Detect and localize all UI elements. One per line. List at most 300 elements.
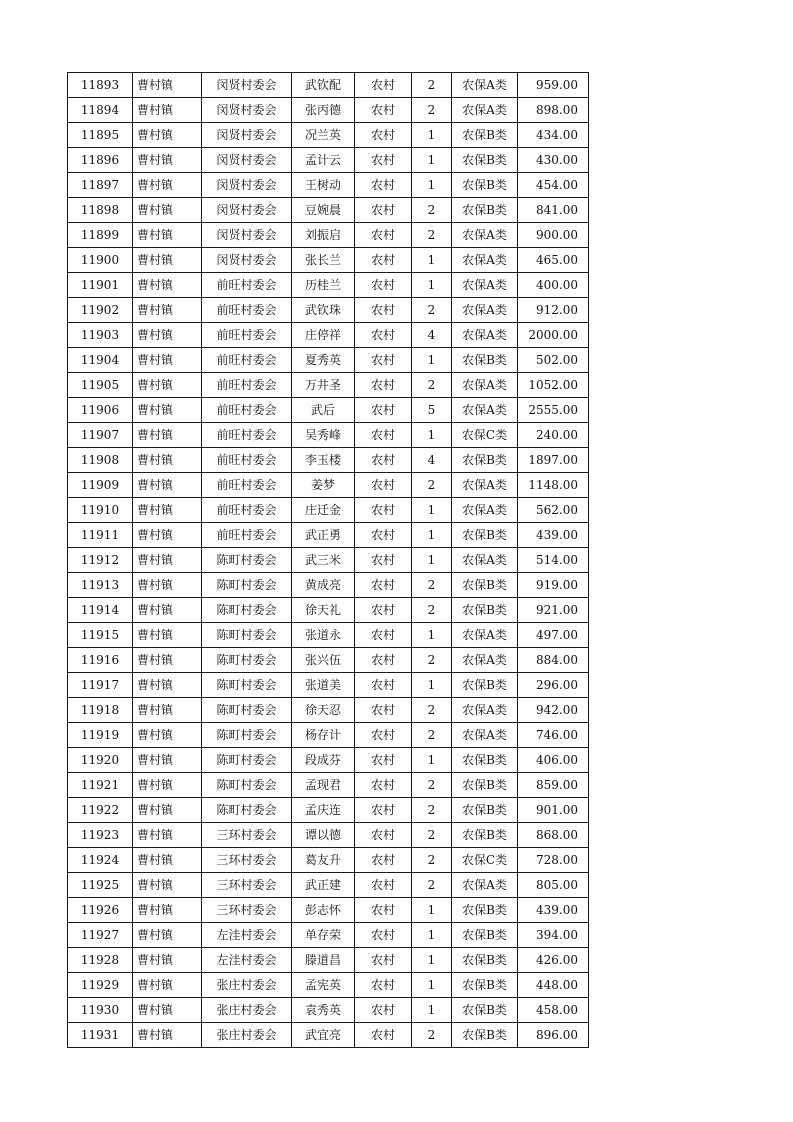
amount-cell: 562.00: [518, 498, 589, 523]
insurance-category-cell: 农保B类: [452, 348, 518, 373]
insurance-category-cell: 农保C类: [452, 848, 518, 873]
member-count-cell: 2: [412, 848, 452, 873]
town-cell: 曹村镇: [133, 198, 202, 223]
member-count-cell: 1: [412, 423, 452, 448]
household-type-cell: 农村: [355, 623, 412, 648]
member-count-cell: 2: [412, 598, 452, 623]
table-row: [68, 723, 589, 748]
person-name-cell: 徐天忍: [292, 698, 355, 723]
village-committee-cell: 三环村委会: [202, 898, 292, 923]
household-type-cell: 农村: [355, 198, 412, 223]
record-id-cell: 11911: [68, 523, 133, 548]
member-count-cell: 1: [412, 623, 452, 648]
member-count-cell: 1: [412, 948, 452, 973]
record-id-cell: 11909: [68, 473, 133, 498]
table-row: [68, 823, 589, 848]
amount-cell: 439.00: [518, 898, 589, 923]
record-id-cell: 11896: [68, 148, 133, 173]
village-committee-cell: 陈町村委会: [202, 623, 292, 648]
person-name-cell: 张道永: [292, 623, 355, 648]
insurance-category-cell: 农保B类: [452, 198, 518, 223]
insurance-category-cell: 农保A类: [452, 273, 518, 298]
village-committee-cell: 闵贤村委会: [202, 73, 292, 98]
amount-cell: 458.00: [518, 998, 589, 1023]
record-id-cell: 11915: [68, 623, 133, 648]
table-row: [68, 348, 589, 373]
amount-cell: 240.00: [518, 423, 589, 448]
insurance-category-cell: 农保B类: [452, 998, 518, 1023]
household-type-cell: 农村: [355, 173, 412, 198]
village-committee-cell: 前旺村委会: [202, 498, 292, 523]
record-id-cell: 11903: [68, 323, 133, 348]
table-row: [68, 173, 589, 198]
member-count-cell: 2: [412, 698, 452, 723]
record-id-cell: 11928: [68, 948, 133, 973]
table-row: [68, 773, 589, 798]
household-type-cell: 农村: [355, 323, 412, 348]
record-id-cell: 11900: [68, 248, 133, 273]
amount-cell: 1897.00: [518, 448, 589, 473]
table-row: [68, 273, 589, 298]
household-type-cell: 农村: [355, 898, 412, 923]
person-name-cell: 袁秀英: [292, 998, 355, 1023]
member-count-cell: 2: [412, 473, 452, 498]
member-count-cell: 2: [412, 223, 452, 248]
record-id-cell: 11907: [68, 423, 133, 448]
person-name-cell: 彭志怀: [292, 898, 355, 923]
amount-cell: 394.00: [518, 923, 589, 948]
member-count-cell: 2: [412, 773, 452, 798]
village-committee-cell: 三环村委会: [202, 873, 292, 898]
table-row: [68, 198, 589, 223]
table-row: [68, 948, 589, 973]
town-cell: 曹村镇: [133, 348, 202, 373]
town-cell: 曹村镇: [133, 273, 202, 298]
amount-cell: 502.00: [518, 348, 589, 373]
record-id-cell: 11902: [68, 298, 133, 323]
village-committee-cell: 左洼村委会: [202, 948, 292, 973]
insurance-category-cell: 农保B类: [452, 823, 518, 848]
insurance-category-cell: 农保B类: [452, 598, 518, 623]
household-type-cell: 农村: [355, 348, 412, 373]
member-count-cell: 2: [412, 648, 452, 673]
person-name-cell: 武钦珠: [292, 298, 355, 323]
household-type-cell: 农村: [355, 123, 412, 148]
amount-cell: 901.00: [518, 798, 589, 823]
table-row: [68, 523, 589, 548]
table-row: [68, 223, 589, 248]
record-id-cell: 11897: [68, 173, 133, 198]
person-name-cell: 武宜亮: [292, 1023, 355, 1048]
town-cell: 曹村镇: [133, 73, 202, 98]
amount-cell: 884.00: [518, 648, 589, 673]
amount-cell: 497.00: [518, 623, 589, 648]
table-row: [68, 323, 589, 348]
person-name-cell: 张道美: [292, 673, 355, 698]
table-row: [68, 998, 589, 1023]
amount-cell: 841.00: [518, 198, 589, 223]
table-row: [68, 548, 589, 573]
town-cell: 曹村镇: [133, 123, 202, 148]
village-committee-cell: 陈町村委会: [202, 748, 292, 773]
village-committee-cell: 前旺村委会: [202, 298, 292, 323]
household-type-cell: 农村: [355, 948, 412, 973]
town-cell: 曹村镇: [133, 173, 202, 198]
person-name-cell: 杨存计: [292, 723, 355, 748]
person-name-cell: 李玉楼: [292, 448, 355, 473]
person-name-cell: 段成芬: [292, 748, 355, 773]
household-type-cell: 农村: [355, 548, 412, 573]
record-id-cell: 11895: [68, 123, 133, 148]
amount-cell: 1052.00: [518, 373, 589, 398]
household-type-cell: 农村: [355, 798, 412, 823]
village-committee-cell: 陈町村委会: [202, 773, 292, 798]
household-type-cell: 农村: [355, 273, 412, 298]
member-count-cell: 1: [412, 748, 452, 773]
insurance-category-cell: 农保B类: [452, 798, 518, 823]
household-type-cell: 农村: [355, 498, 412, 523]
amount-cell: 942.00: [518, 698, 589, 723]
member-count-cell: 1: [412, 523, 452, 548]
household-type-cell: 农村: [355, 373, 412, 398]
person-name-cell: 单存荣: [292, 923, 355, 948]
member-count-cell: 1: [412, 348, 452, 373]
insurance-category-cell: 农保A类: [452, 723, 518, 748]
person-name-cell: 吴秀峰: [292, 423, 355, 448]
table-row: [68, 373, 589, 398]
person-name-cell: 庄停祥: [292, 323, 355, 348]
amount-cell: 959.00: [518, 73, 589, 98]
amount-cell: 448.00: [518, 973, 589, 998]
member-count-cell: 4: [412, 323, 452, 348]
table-row: [68, 423, 589, 448]
person-name-cell: 孟庆连: [292, 798, 355, 823]
table-row: [68, 623, 589, 648]
person-name-cell: 夏秀英: [292, 348, 355, 373]
member-count-cell: 1: [412, 898, 452, 923]
insurance-category-cell: 农保B类: [452, 148, 518, 173]
person-name-cell: 万井圣: [292, 373, 355, 398]
insurance-category-cell: 农保A类: [452, 298, 518, 323]
town-cell: 曹村镇: [133, 523, 202, 548]
insurance-category-cell: 农保B类: [452, 523, 518, 548]
member-count-cell: 1: [412, 498, 452, 523]
household-type-cell: 农村: [355, 648, 412, 673]
village-committee-cell: 闵贤村委会: [202, 173, 292, 198]
amount-cell: 434.00: [518, 123, 589, 148]
record-id-cell: 11917: [68, 673, 133, 698]
table-row: [68, 123, 589, 148]
town-cell: 曹村镇: [133, 948, 202, 973]
insurance-category-cell: 农保A类: [452, 623, 518, 648]
table-row: [68, 573, 589, 598]
member-count-cell: 1: [412, 148, 452, 173]
household-type-cell: 农村: [355, 748, 412, 773]
person-name-cell: 滕道昌: [292, 948, 355, 973]
member-count-cell: 2: [412, 98, 452, 123]
record-id-cell: 11913: [68, 573, 133, 598]
record-id-cell: 11905: [68, 373, 133, 398]
village-committee-cell: 闵贤村委会: [202, 148, 292, 173]
insurance-category-cell: 农保A类: [452, 373, 518, 398]
town-cell: 曹村镇: [133, 673, 202, 698]
village-committee-cell: 陈町村委会: [202, 598, 292, 623]
household-type-cell: 农村: [355, 973, 412, 998]
village-committee-cell: 张庄村委会: [202, 973, 292, 998]
insurance-category-cell: 农保B类: [452, 898, 518, 923]
member-count-cell: 1: [412, 248, 452, 273]
village-committee-cell: 张庄村委会: [202, 998, 292, 1023]
town-cell: 曹村镇: [133, 98, 202, 123]
insurance-category-cell: 农保B类: [452, 948, 518, 973]
member-count-cell: 5: [412, 398, 452, 423]
member-count-cell: 2: [412, 73, 452, 98]
member-count-cell: 2: [412, 298, 452, 323]
table-row: [68, 973, 589, 998]
household-type-cell: 农村: [355, 673, 412, 698]
record-id-cell: 11919: [68, 723, 133, 748]
records-table: [67, 72, 589, 1048]
insurance-category-cell: 农保B类: [452, 923, 518, 948]
record-id-cell: 11904: [68, 348, 133, 373]
household-type-cell: 农村: [355, 248, 412, 273]
insurance-category-cell: 农保A类: [452, 873, 518, 898]
insurance-category-cell: 农保A类: [452, 98, 518, 123]
town-cell: 曹村镇: [133, 498, 202, 523]
town-cell: 曹村镇: [133, 698, 202, 723]
member-count-cell: 2: [412, 1023, 452, 1048]
household-type-cell: 农村: [355, 448, 412, 473]
household-type-cell: 农村: [355, 698, 412, 723]
insurance-category-cell: 农保A类: [452, 473, 518, 498]
town-cell: 曹村镇: [133, 473, 202, 498]
insurance-category-cell: 农保B类: [452, 973, 518, 998]
amount-cell: 919.00: [518, 573, 589, 598]
person-name-cell: 徐天礼: [292, 598, 355, 623]
town-cell: 曹村镇: [133, 323, 202, 348]
table-row: [68, 673, 589, 698]
village-committee-cell: 闵贤村委会: [202, 198, 292, 223]
village-committee-cell: 左洼村委会: [202, 923, 292, 948]
person-name-cell: 孟计云: [292, 148, 355, 173]
town-cell: 曹村镇: [133, 998, 202, 1023]
amount-cell: 921.00: [518, 598, 589, 623]
insurance-category-cell: 农保A类: [452, 548, 518, 573]
person-name-cell: 武正勇: [292, 523, 355, 548]
person-name-cell: 葛友升: [292, 848, 355, 873]
record-id-cell: 11912: [68, 548, 133, 573]
village-committee-cell: 前旺村委会: [202, 523, 292, 548]
town-cell: 曹村镇: [133, 798, 202, 823]
record-id-cell: 11929: [68, 973, 133, 998]
household-type-cell: 农村: [355, 723, 412, 748]
village-committee-cell: 前旺村委会: [202, 348, 292, 373]
amount-cell: 896.00: [518, 1023, 589, 1048]
household-type-cell: 农村: [355, 873, 412, 898]
town-cell: 曹村镇: [133, 748, 202, 773]
table-row: [68, 1023, 589, 1048]
village-committee-cell: 闵贤村委会: [202, 123, 292, 148]
insurance-category-cell: 农保B类: [452, 123, 518, 148]
insurance-category-cell: 农保A类: [452, 223, 518, 248]
table-row: [68, 73, 589, 98]
record-id-cell: 11925: [68, 873, 133, 898]
village-committee-cell: 前旺村委会: [202, 323, 292, 348]
record-id-cell: 11898: [68, 198, 133, 223]
household-type-cell: 农村: [355, 823, 412, 848]
member-count-cell: 1: [412, 673, 452, 698]
amount-cell: 728.00: [518, 848, 589, 873]
village-committee-cell: 闵贤村委会: [202, 223, 292, 248]
person-name-cell: 历桂兰: [292, 273, 355, 298]
household-type-cell: 农村: [355, 773, 412, 798]
person-name-cell: 孟宪英: [292, 973, 355, 998]
household-type-cell: 农村: [355, 598, 412, 623]
member-count-cell: 2: [412, 723, 452, 748]
record-id-cell: 11926: [68, 898, 133, 923]
member-count-cell: 1: [412, 973, 452, 998]
person-name-cell: 刘振启: [292, 223, 355, 248]
amount-cell: 2000.00: [518, 323, 589, 348]
member-count-cell: 1: [412, 548, 452, 573]
member-count-cell: 2: [412, 823, 452, 848]
table-row: [68, 598, 589, 623]
village-committee-cell: 三环村委会: [202, 848, 292, 873]
person-name-cell: 姜梦: [292, 473, 355, 498]
record-id-cell: 11914: [68, 598, 133, 623]
amount-cell: 859.00: [518, 773, 589, 798]
village-committee-cell: 前旺村委会: [202, 473, 292, 498]
village-committee-cell: 前旺村委会: [202, 398, 292, 423]
village-committee-cell: 陈町村委会: [202, 548, 292, 573]
insurance-category-cell: 农保A类: [452, 73, 518, 98]
town-cell: 曹村镇: [133, 923, 202, 948]
table-row: [68, 98, 589, 123]
insurance-category-cell: 农保B类: [452, 1023, 518, 1048]
person-name-cell: 王树动: [292, 173, 355, 198]
village-committee-cell: 闵贤村委会: [202, 248, 292, 273]
insurance-category-cell: 农保B类: [452, 448, 518, 473]
village-committee-cell: 前旺村委会: [202, 423, 292, 448]
village-committee-cell: 陈町村委会: [202, 673, 292, 698]
table-row: [68, 748, 589, 773]
record-id-cell: 11916: [68, 648, 133, 673]
town-cell: 曹村镇: [133, 548, 202, 573]
insurance-category-cell: 农保B类: [452, 573, 518, 598]
household-type-cell: 农村: [355, 1023, 412, 1048]
town-cell: 曹村镇: [133, 598, 202, 623]
person-name-cell: 张丙德: [292, 98, 355, 123]
amount-cell: 296.00: [518, 673, 589, 698]
table-row: [68, 698, 589, 723]
town-cell: 曹村镇: [133, 873, 202, 898]
amount-cell: 430.00: [518, 148, 589, 173]
household-type-cell: 农村: [355, 98, 412, 123]
village-committee-cell: 前旺村委会: [202, 273, 292, 298]
member-count-cell: 2: [412, 198, 452, 223]
record-id-cell: 11927: [68, 923, 133, 948]
table-row: [68, 648, 589, 673]
person-name-cell: 武三米: [292, 548, 355, 573]
member-count-cell: 1: [412, 923, 452, 948]
table-row: [68, 923, 589, 948]
person-name-cell: 武正建: [292, 873, 355, 898]
person-name-cell: 孟现君: [292, 773, 355, 798]
member-count-cell: 1: [412, 273, 452, 298]
household-type-cell: 农村: [355, 923, 412, 948]
amount-cell: 454.00: [518, 173, 589, 198]
village-committee-cell: 张庄村委会: [202, 1023, 292, 1048]
village-committee-cell: 闵贤村委会: [202, 98, 292, 123]
member-count-cell: 1: [412, 173, 452, 198]
record-id-cell: 11920: [68, 748, 133, 773]
insurance-category-cell: 农保A类: [452, 323, 518, 348]
amount-cell: 465.00: [518, 248, 589, 273]
town-cell: 曹村镇: [133, 373, 202, 398]
record-id-cell: 11921: [68, 773, 133, 798]
town-cell: 曹村镇: [133, 773, 202, 798]
town-cell: 曹村镇: [133, 723, 202, 748]
member-count-cell: 2: [412, 373, 452, 398]
amount-cell: 400.00: [518, 273, 589, 298]
village-committee-cell: 陈町村委会: [202, 573, 292, 598]
insurance-category-cell: 农保A类: [452, 248, 518, 273]
household-type-cell: 农村: [355, 398, 412, 423]
village-committee-cell: 前旺村委会: [202, 373, 292, 398]
table-row: [68, 873, 589, 898]
insurance-category-cell: 农保B类: [452, 748, 518, 773]
village-committee-cell: 陈町村委会: [202, 648, 292, 673]
town-cell: 曹村镇: [133, 223, 202, 248]
insurance-category-cell: 农保B类: [452, 773, 518, 798]
insurance-category-cell: 农保A类: [452, 398, 518, 423]
record-id-cell: 11924: [68, 848, 133, 873]
insurance-category-cell: 农保A类: [452, 498, 518, 523]
amount-cell: 900.00: [518, 223, 589, 248]
record-id-cell: 11922: [68, 798, 133, 823]
person-name-cell: 谭以德: [292, 823, 355, 848]
insurance-category-cell: 农保A类: [452, 648, 518, 673]
records-table-body: [68, 73, 589, 1048]
village-committee-cell: 前旺村委会: [202, 448, 292, 473]
table-row: [68, 798, 589, 823]
table-row: [68, 473, 589, 498]
household-type-cell: 农村: [355, 223, 412, 248]
table-row: [68, 848, 589, 873]
amount-cell: 746.00: [518, 723, 589, 748]
household-type-cell: 农村: [355, 523, 412, 548]
record-id-cell: 11906: [68, 398, 133, 423]
town-cell: 曹村镇: [133, 898, 202, 923]
village-committee-cell: 陈町村委会: [202, 698, 292, 723]
table-row: [68, 898, 589, 923]
table-row: [68, 248, 589, 273]
person-name-cell: 张兴伍: [292, 648, 355, 673]
village-committee-cell: 三环村委会: [202, 823, 292, 848]
person-name-cell: 庄迁金: [292, 498, 355, 523]
household-type-cell: 农村: [355, 473, 412, 498]
member-count-cell: 2: [412, 873, 452, 898]
town-cell: 曹村镇: [133, 248, 202, 273]
amount-cell: 426.00: [518, 948, 589, 973]
household-type-cell: 农村: [355, 148, 412, 173]
town-cell: 曹村镇: [133, 298, 202, 323]
person-name-cell: 黄成亮: [292, 573, 355, 598]
insurance-category-cell: 农保A类: [452, 698, 518, 723]
person-name-cell: 豆婉晨: [292, 198, 355, 223]
amount-cell: 1148.00: [518, 473, 589, 498]
amount-cell: 514.00: [518, 548, 589, 573]
